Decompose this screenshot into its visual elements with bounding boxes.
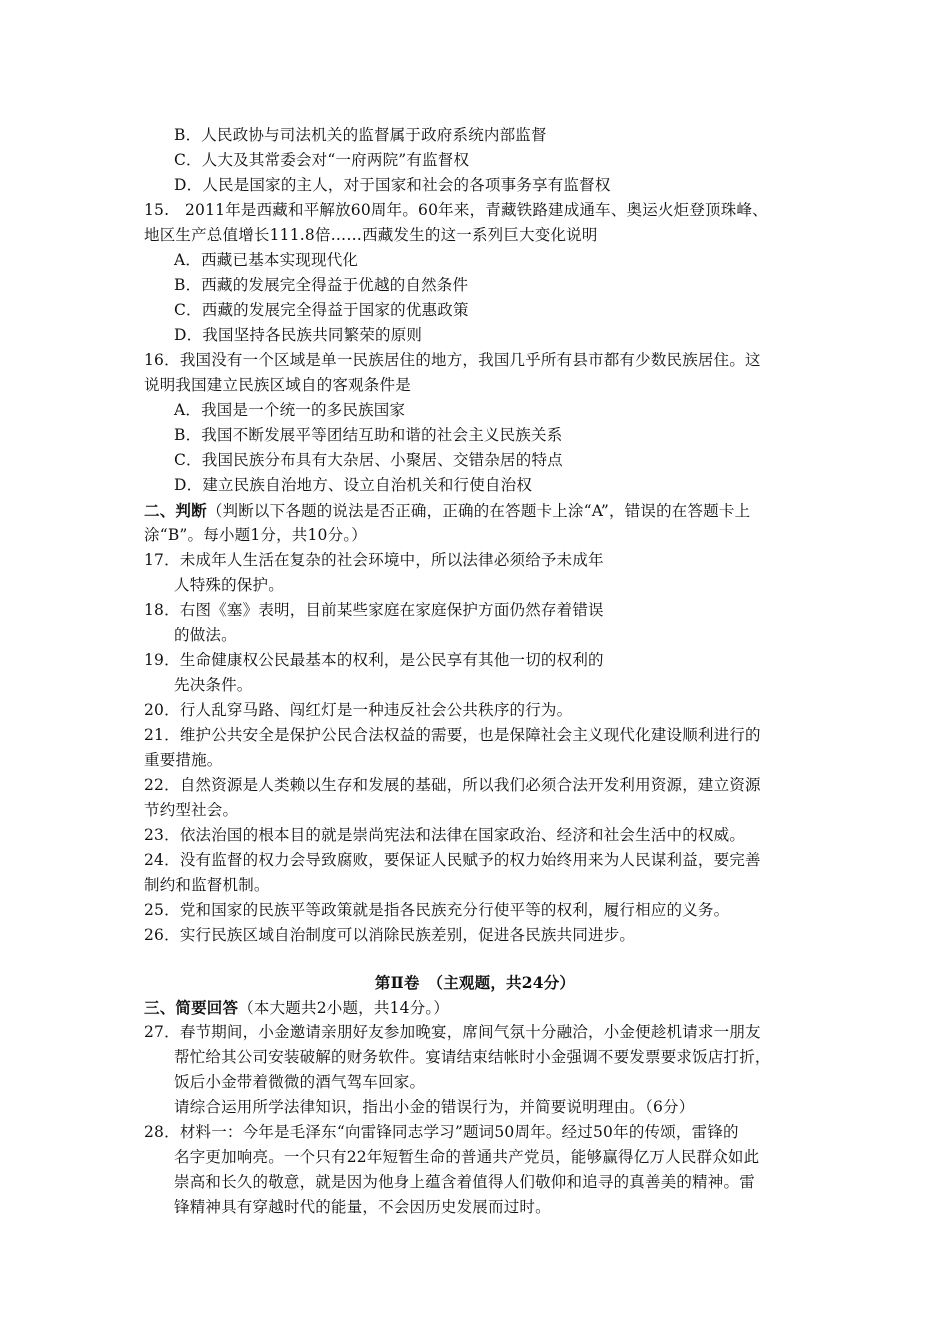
line-text: 崇高和长久的敬意，就是因为他身上蕴含着值得人们敬仰和追寻的真善美的精神。雷 [174, 1173, 755, 1191]
text-line [174, 448, 563, 473]
line-text: B．西藏的发展完全得益于优越的自然条件 [174, 276, 469, 294]
text-line [144, 898, 729, 923]
line-text: D．我国坚持各民族共同繁荣的原则 [174, 326, 423, 344]
text-line [144, 373, 411, 398]
line-text: 28．材料一：今年是毛泽东“向雷锋同志学习”题词50周年。经过50年的传颂，雷锋的 [144, 1123, 739, 1141]
text-line [144, 995, 449, 1021]
line-text: 请综合运用所学法律知识，指出小金的错误行为，并简要说明理由。（6分） [174, 1098, 695, 1116]
line-text: 16．我国没有一个区域是单一民族居住的地方，我国几乎所有县市都有少数民族居住。这 [144, 351, 761, 369]
text-line [0, 970, 950, 995]
line-text: C．人大及其常委会对“一府两院”有监督权 [174, 151, 470, 169]
text-line [174, 1145, 759, 1170]
text-line [174, 623, 237, 648]
line-text: 22．自然资源是人类赖以生存和发展的基础，所以我们必须合法开发利用资源，建立资源 [144, 776, 761, 794]
line-text: A．我国是一个统一的多民族国家 [174, 401, 406, 419]
line-text: C．我国民族分布具有大杂居、小聚居、交错杂居的特点 [174, 451, 563, 469]
line-text: 20．行人乱穿马路、闯红灯是一种违反社会公共秩序的行为。 [144, 701, 573, 719]
line-text: B．我国不断发展平等团结互助和谐的社会主义民族关系 [174, 426, 563, 444]
line-text: 人特殊的保护。 [174, 576, 284, 594]
line-text: 名字更加响亮。一个只有22年短暂生命的普通共产党员，能够赢得亿万人民群众如此 [174, 1148, 760, 1166]
text-line [144, 823, 745, 848]
text-line [174, 573, 284, 598]
line-text: B．人民政协与司法机关的监督属于政府系统内部监督 [174, 126, 547, 144]
text-line [174, 1070, 425, 1095]
text-line [144, 598, 604, 623]
line-text: 25．党和国家的民族平等政策就是指各民族充分行使平等的权利，履行相应的义务。 [144, 901, 730, 919]
text-line [144, 873, 270, 898]
text-line [174, 673, 253, 698]
text-line [174, 423, 562, 448]
line-text: （本大题共2小题，共14分。） [238, 999, 450, 1017]
text-line [144, 923, 635, 948]
text-line [144, 648, 604, 673]
text-line [144, 773, 761, 798]
line-text: 18．右图《塞》表明，目前某些家庭在家庭保护方面仍然存着错误 [144, 601, 604, 619]
text-line [174, 323, 422, 348]
text-line [174, 173, 611, 198]
line-text: 17．未成年人生活在复杂的社会环境中，所以法律必须给予未成年 [144, 551, 604, 569]
text-line [144, 748, 223, 773]
text-line [144, 1020, 761, 1045]
text-line [144, 223, 598, 248]
text-line [144, 348, 761, 373]
line-text: （判断以下各题的说法是否正确，正确的在答题卡上涂“A”，错误的在答题卡上 [206, 502, 751, 520]
line-text: 重要措施。 [144, 751, 223, 769]
line-text: D．建立民族自治地方、设立自治机关和行使自治权 [174, 476, 533, 494]
line-text: 23．依法治国的根本目的就是崇尚宪法和法律在国家政治、经济和社会生活中的权威。 [144, 826, 746, 844]
text-line [144, 1120, 739, 1145]
text-line [144, 798, 238, 823]
line-text: 地区生产总值增长111.8倍……西藏发生的这一系列巨大变化说明 [144, 226, 598, 244]
line-text: 帮忙给其公司安装破解的财务软件。宴请结束结帐时小金强调不要发票要求饭店打折， [174, 1048, 771, 1066]
text-line [144, 848, 761, 873]
line-text: 饭后小金带着微微的酒气驾车回家。 [174, 1073, 426, 1091]
line-text: C．西藏的发展完全得益于国家的优惠政策 [174, 301, 469, 319]
text-line [174, 1195, 551, 1220]
line-text: 涂“B”。每小题1分，共10分。） [144, 526, 367, 544]
text-line [144, 548, 604, 573]
line-text: 制约和监督机制。 [144, 876, 270, 894]
line-text: 先决条件。 [174, 676, 253, 694]
text-line [174, 1170, 755, 1195]
line-text: 27．春节期间，小金邀请亲朋好友参加晚宴，席间气氛十分融洽，小金便趁机请求一朋友 [144, 1023, 761, 1041]
text-line [144, 498, 750, 524]
text-line [144, 723, 761, 748]
text-line [174, 123, 547, 148]
section-heading: 三、简要回答 [144, 998, 239, 1017]
line-text: 说明我国建立民族区域自的客观条件是 [144, 376, 411, 394]
text-line [144, 698, 572, 723]
line-text: 21．维护公共安全是保护公民合法权益的需要，也是保障社会主义现代化建设顺利进行的 [144, 726, 761, 744]
text-line [144, 198, 768, 223]
line-text: 24．没有监督的权力会导致腐败，要保证人民赋予的权力始终用来为人民谋利益，要完善 [144, 851, 761, 869]
text-line [144, 523, 367, 548]
text-line [174, 1095, 694, 1120]
line-text: 节约型社会。 [144, 801, 239, 819]
line-text: 26．实行民族区域自治制度可以消除民族差别，促进各民族共同进步。 [144, 926, 636, 944]
line-text: 的做法。 [174, 626, 237, 644]
text-line [174, 473, 532, 498]
text-line [174, 298, 469, 323]
text-line [174, 273, 468, 298]
line-text: A．西藏已基本实现现代化 [174, 251, 359, 269]
line-text: 第Ⅱ卷 （主观题，共24分） [374, 973, 576, 992]
text-line [174, 398, 405, 423]
text-line [174, 1045, 771, 1070]
line-text: 15. 2011年是西藏和平解放60周年。60年来，青藏铁路建成通车、奥运火炬登顶珠峰、 [144, 201, 768, 219]
section-heading: 二、判断 [144, 501, 207, 520]
text-line [174, 248, 358, 273]
line-text: 锋精神具有穿越时代的能量，不会因历史发展而过时。 [174, 1198, 551, 1216]
line-text: D．人民是国家的主人，对于国家和社会的各项事务享有监督权 [174, 176, 611, 194]
line-text: 19．生命健康权公民最基本的权利，是公民享有其他一切的权利的 [144, 651, 604, 669]
text-line [174, 148, 469, 173]
